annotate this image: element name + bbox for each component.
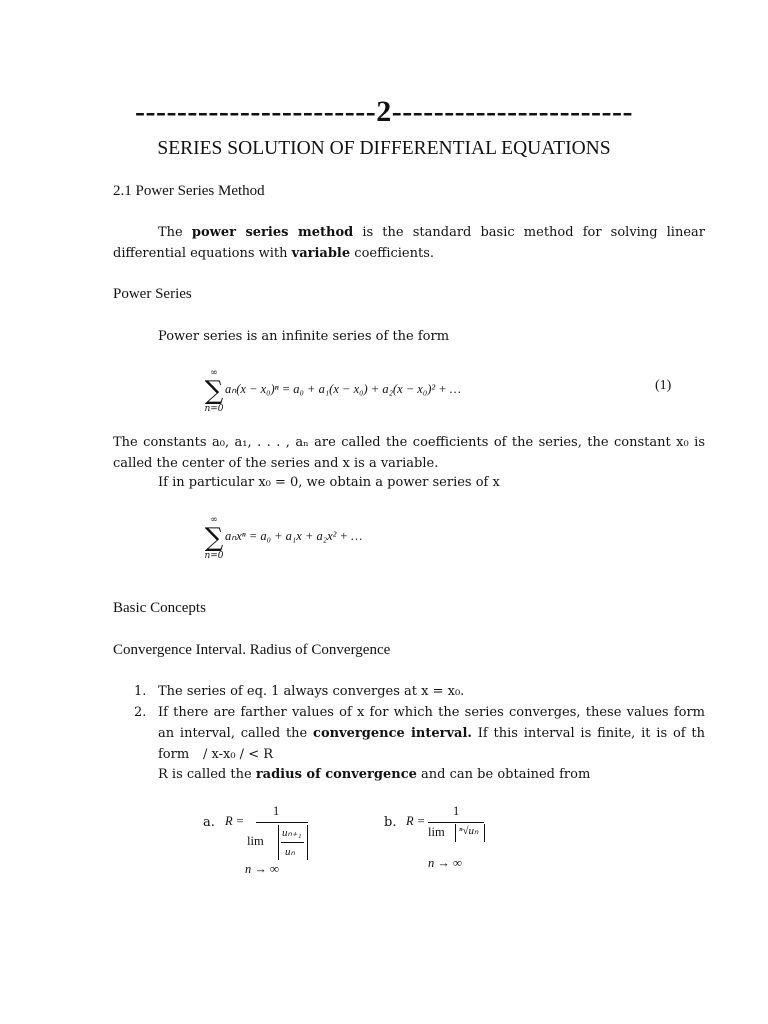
formula-b-limit-under: n → ∞: [428, 856, 462, 870]
constants-paragraph: The constants a₀, a₁, . . . , aₙ are called the coefficients of the series, the constant x₀ is called the center of the series and x is a variable.: [113, 435, 705, 471]
power-series-definition: Power series is an infinite series of the form: [158, 329, 450, 344]
eq2-sigma-bottom: n=0: [204, 551, 224, 561]
list-item-2-text-2: If this interval is finite, it is of th form: [158, 726, 705, 762]
list-item-2-text-1: If there are farther values of x for which the series converges, these values form an interval, called the: [158, 705, 705, 741]
power-series-heading: Power Series: [113, 286, 192, 302]
formula-a-label: a.: [203, 815, 215, 830]
intro-bold-variable: variable: [291, 246, 351, 261]
formula-a-inner-bar: [281, 842, 304, 843]
formula-a-inner-numerator: uₙ₊₁: [282, 827, 302, 839]
intro-text-2: is the standard basic method for solving linear differential equations with: [113, 225, 705, 261]
intro-text-3: coefficients.: [350, 246, 435, 261]
list-number-1: 1.: [134, 684, 147, 699]
formula-b-numerator: 1: [453, 804, 460, 818]
intro-text-1: The: [158, 225, 192, 240]
eq1-number: (1): [655, 378, 672, 393]
convergence-interval-term: convergence interval.: [313, 726, 472, 741]
eq2-summation: [203, 515, 225, 561]
list-item-1: The series of eq. 1 always converges at x = x₀.: [158, 684, 465, 699]
chapter-number-line: -----------------------2-----------------------: [134, 95, 634, 128]
formula-a-fraction-bar: [256, 822, 308, 823]
eq1-sigma-top: ∞: [210, 368, 218, 378]
radius-line: [158, 764, 590, 785]
formula-b-label: b.: [384, 815, 397, 830]
section-heading-2-1: 2.1 Power Series Method: [113, 183, 265, 199]
formula-b-root: ⁿ√uₙ: [459, 825, 479, 837]
sigma-icon: ∑: [204, 523, 224, 553]
formula-b-fraction-bar: [428, 822, 484, 823]
eq2-body: aₙxⁿ = a₀ + a₁x + a₂x² + …: [225, 529, 363, 543]
convergence-heading: Convergence Interval. Radius of Convergence: [113, 642, 391, 658]
eq2-sigma-top: ∞: [210, 515, 218, 525]
formula-b-lhs: R =: [406, 814, 426, 828]
eq1-body: aₙ(x − x₀)ⁿ = a₀ + a₁(x − x₀) + a₂(x − x₀)² + …: [225, 382, 461, 396]
radius-of-convergence-term: radius of convergence: [255, 767, 417, 782]
formula-b-lim: lim: [428, 825, 445, 839]
radius-text-1: R is called the: [158, 767, 256, 782]
eq1-sigma-bottom: n=0: [204, 404, 224, 414]
interval-abs-form: / x-x₀ / < R: [203, 747, 274, 762]
formula-a-inner-denominator: uₙ: [285, 846, 295, 858]
list-number-2: 2.: [134, 705, 147, 720]
formula-a-lhs: R =: [225, 814, 245, 828]
formula-a-numerator: 1: [273, 804, 280, 818]
particular-case-text: If in particular x₀ = 0, we obtain a power series of x: [158, 475, 500, 490]
page-title: SERIES SOLUTION OF DIFFERENTIAL EQUATIONS: [157, 138, 611, 159]
radius-text-2: and can be obtained from: [416, 767, 591, 782]
formula-a-lim: lim: [247, 834, 264, 848]
intro-paragraph: [113, 222, 705, 264]
intro-bold-method: power series method: [191, 225, 354, 240]
sigma-icon: ∑: [204, 376, 224, 406]
basic-concepts-heading: Basic Concepts: [113, 600, 206, 616]
eq1-summation: [203, 368, 225, 414]
formula-a-limit-under: n → ∞: [245, 862, 279, 876]
